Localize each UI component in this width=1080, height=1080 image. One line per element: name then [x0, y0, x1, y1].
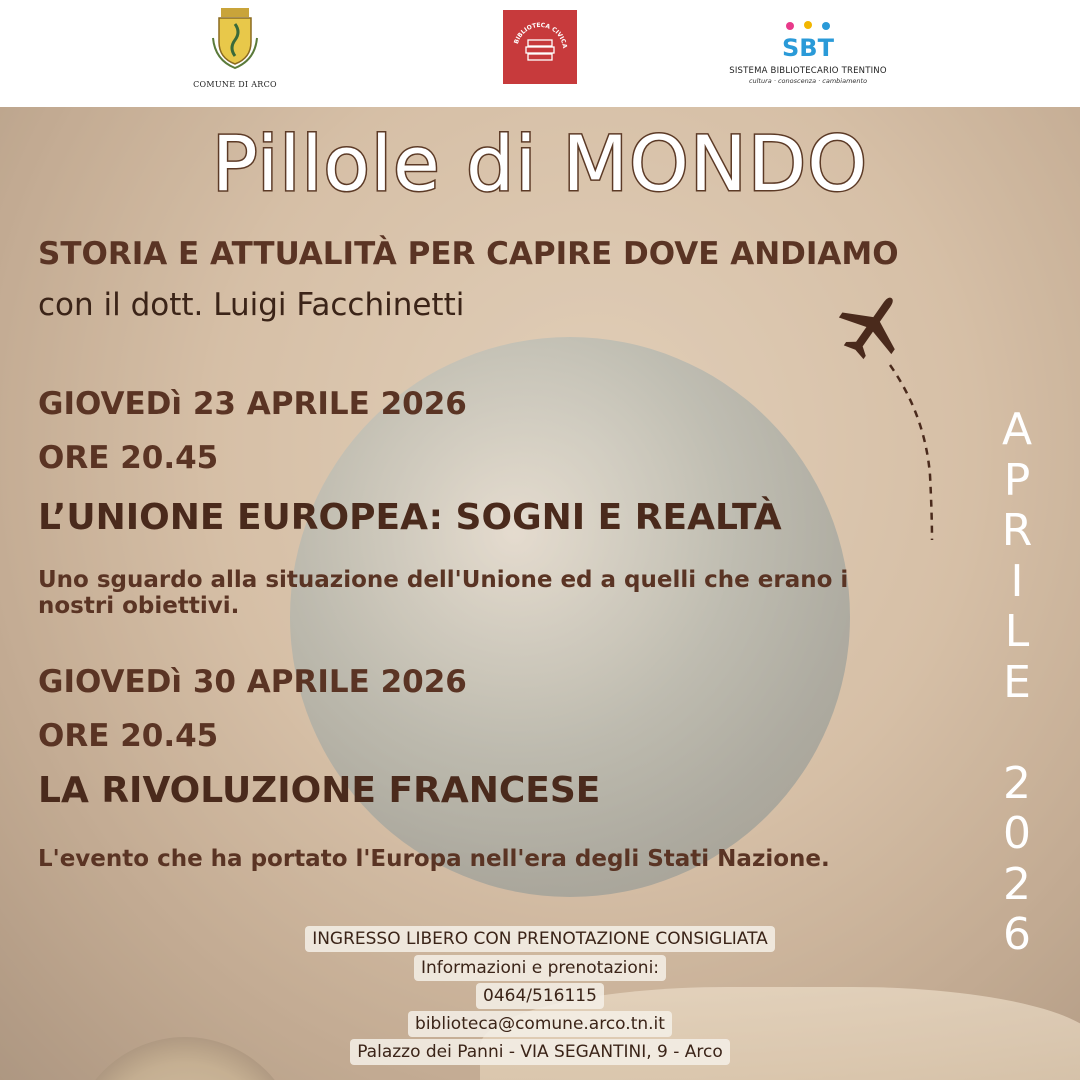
biblioteca-text: BIBLIOTECA CIVICA — [512, 21, 569, 49]
comune-caption: COMUNE DI ARCO — [193, 80, 277, 89]
event-2-time: ORE 20.45 — [38, 718, 219, 754]
event-1-description: Uno sguardo alla situazione dell'Unione ed a quelli che erano i nostri obiettivi. — [38, 567, 849, 619]
contacts-label: Informazioni e prenotazioni: — [414, 955, 666, 981]
vertical-month-label — [990, 405, 1044, 961]
speaker-line: con il dott. Luigi Facchinetti — [38, 287, 465, 323]
event-1-time: ORE 20.45 — [38, 440, 219, 476]
sbt-caption: SISTEMA BIBLIOTECARIO TRENTINO — [729, 66, 887, 76]
vertical-letter: P — [1003, 454, 1031, 506]
vertical-letter: L — [1004, 606, 1030, 657]
info-phone-row — [0, 983, 1080, 1009]
vertical-letter: E — [1003, 656, 1031, 708]
email-address: biblioteca@comune.arco.tn.it — [408, 1011, 672, 1037]
comune-di-arco-logo — [190, 8, 280, 92]
event-2-topic: LA RIVOLUZIONE FRANCESE — [38, 770, 601, 811]
svg-text:BIBLIOTECA CIVICA — [513, 22, 568, 49]
vertical-letter: A — [1001, 404, 1033, 455]
flight-trail — [880, 355, 950, 545]
vertical-digit: 0 — [1003, 808, 1031, 859]
venue-address: Palazzo dei Panni - VIA SEGANTINI, 9 - Arco — [350, 1039, 730, 1065]
event-1-date: GIOVEDì 23 APRILE 2026 — [38, 386, 467, 422]
vertical-spacer — [990, 708, 1044, 759]
sbt-letters: SBT — [782, 34, 834, 60]
vertical-digit: 6 — [1003, 909, 1031, 960]
sbt-logo — [728, 20, 888, 90]
event-1-topic: L’UNIONE EUROPEA: SOGNI E REALTÀ — [38, 497, 782, 538]
airplane-icon — [836, 290, 908, 362]
phone-number: 0464/516115 — [476, 983, 604, 1009]
event-2-description: L'evento che ha portato l'Europa nell'era degli Stati Nazione. — [38, 846, 830, 872]
event-2-date: GIOVEDì 30 APRILE 2026 — [38, 664, 467, 700]
books-icon — [503, 10, 577, 84]
poster-title: Pillole di MONDO — [211, 119, 869, 208]
info-label-row — [0, 955, 1080, 981]
info-access-row — [0, 926, 1080, 952]
vertical-letter: I — [1010, 555, 1024, 607]
vertical-digit: 2 — [1003, 757, 1031, 809]
info-address-row — [0, 1039, 1080, 1065]
vertical-digit: 2 — [1003, 858, 1031, 910]
coat-of-arms-icon — [211, 8, 259, 70]
biblioteca-civica-logo — [503, 10, 577, 84]
sbt-mark-icon — [778, 20, 838, 60]
header-bar — [0, 0, 1080, 107]
access-note: INGRESSO LIBERO CON PRENOTAZIONE CONSIGLIATA — [305, 926, 775, 952]
vertical-letter: R — [1001, 505, 1033, 556]
info-email-row — [0, 1011, 1080, 1037]
poster-subtitle: STORIA E ATTUALITÀ PER CAPIRE DOVE ANDIAMO — [38, 236, 899, 272]
sbt-tagline: cultura · conoscenza · cambiamento — [748, 77, 868, 85]
